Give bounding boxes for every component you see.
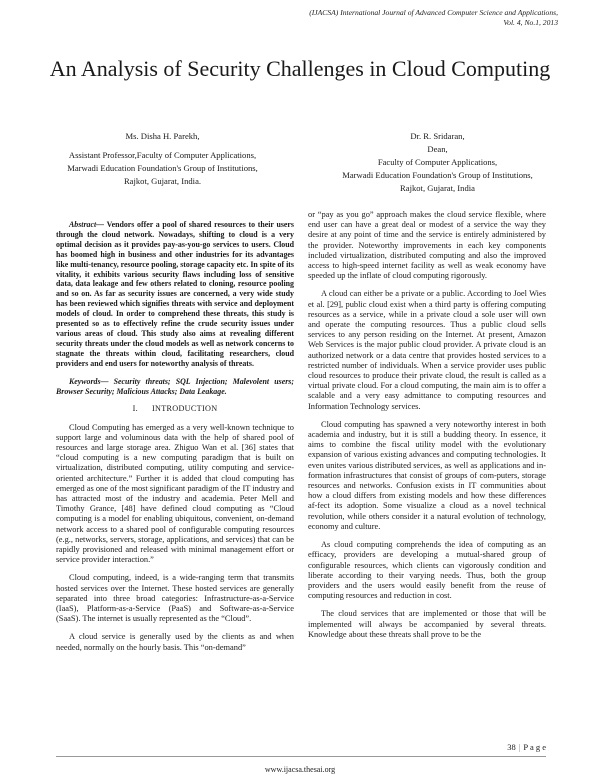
body-paragraph: A cloud service is generally used by the clients as and when needed, normally on the hourly basis. This “on-demand” [56, 632, 294, 652]
left-column [56, 220, 294, 661]
author-affiliation-line: Marwadi Education Foundation's Group of Institutions, [342, 170, 533, 180]
body-paragraph: The cloud services that are implemented or those that will be implemented will always be accompanied by several threats. Knowledge about these threats shall prove to be the [308, 609, 546, 639]
author-affiliation-line: Marwadi Education Foundation's Group of Institutions, [67, 163, 258, 173]
section-number: I. [132, 404, 138, 414]
body-paragraph: A cloud can either be a private or a public. According to Joel Wies et al. [29], public cloud exist when a third party is offering computing resources as a service, while in a private cloud a sole user will own and operate the computing resources. Thus a public cloud sells services to any person residing on the Internet. At present, Amazon Web Services is the major public cloud provider. A private cloud is an authorized network or a data centre that provides hosted services to a restricted number of individuals. When a service provider uses public cloud resources to produce their private cloud, the result is called as a virtual private cloud. For a cloud computing, the main aim is to offer a scalable and a very easy admittance to computing resources and Information Technology services. [308, 289, 546, 411]
body-paragraph: As cloud computing comprehends the idea of computing as an efficacy, providers are developing a mutual-shared group of configurable resources, which clients can vigorously condition and liberate according to their varying needs. Thus, both the group providers and the users would easily benefit from the reuse of computing resources and reduction in cost. [308, 540, 546, 601]
author-block-2 [315, 130, 560, 195]
page-label: P a g e [523, 742, 546, 752]
journal-header [309, 8, 558, 28]
keywords: Keywords— Security threats; SQL Injection; Malevolent users; Browser Security; Malicious Attacks; Data Leakage. [56, 376, 294, 396]
footer-url: www.ijacsa.thesai.org [264, 765, 336, 774]
abstract [56, 220, 294, 369]
abstract-lead: Abstract— [69, 220, 105, 229]
page-number [507, 742, 546, 752]
author-affiliation-line: Faculty of Computer Applications, [377, 157, 498, 167]
author-name: Dr. R. Sridaran, [410, 131, 465, 141]
journal-volume: Vol. 4, No.1, 2013 [503, 18, 558, 27]
body-paragraph: Cloud Computing has emerged as a very well-known technique to support large and voluminous data with the help of shared pool of resources and large storage area. Zhiguo Wan et al. [36] states that “cloud computing is a new computing paradigm that is built on virtualization, distributed computing, utility computing and service-oriented architecture.” Further it is added that cloud computing has emerged as one of the most significant paradigm of the IT industry and has attracted most of the industry and academia. Peter Mell and Timothy Grance, [48] have defined cloud computing as “Cloud computing is a model for enabling ubiquitous, convenient, on-demand network access to a shared pool of configurable computing resources (e.g., networks, servers, storage, applications, and services) that can be rapidly provisioned and released with minimal management effort or service provider interaction.” [56, 422, 294, 565]
author-name: Ms. Disha H. Parekh, [125, 131, 200, 141]
author-affiliation-line: Rajkot, Gujarat, India. [123, 176, 202, 186]
author-affiliation-line: Dean, [427, 144, 448, 154]
paper-title: An Analysis of Security Challenges in Cloud Computing [49, 56, 551, 81]
journal-name: (IJACSA) International Journal of Advanced Computer Science and Applications, [309, 8, 558, 17]
body-paragraph: Cloud computing has spawned a very noteworthy interest in both academia and industry, but it is still a budding theory. In essence, it aims to combine the fiscal utility model with the evolutionary expansion of various existing advances and computing technologies. It even unites various distributed services, as well as applications and in-formation infrastructures that consist of groups of com-puters, storage resources and networks. Confusion exists in IT communities about how a cloud differs from existing models and how these differences af-fect its adoption. Some visualize a cloud as a novel technical revolution, while others consider it a natural evolution of technology, economy and culture. [308, 419, 546, 531]
author-block-1 [40, 130, 285, 188]
body-paragraph: or “pay as you go” approach makes the cloud service flexible, where end user can have a great deal or modest of a service the way they desire at any point of time and the service is entirely administered by the provider. Noteworthy improvements in each key components included virtualization, distributed computing and also the improved access to high-speed internet facility as well as weak economy have speeded up the inflate of cloud computing rigorously. [308, 210, 546, 281]
footer-divider [56, 756, 546, 757]
section-heading [56, 404, 294, 414]
author-affiliation-line: Rajkot, Gujarat, India [400, 183, 475, 193]
page-separator: | [518, 742, 521, 752]
page-number-value: 38 [507, 742, 516, 752]
body-paragraph: Cloud computing, indeed, is a wide-ranging term that transmits hosted services over the Internet. These hosted services are generally separated into three broad categories: Infrastructure-as-a-Service (IaaS), Platform-as-a-Service (PaaS) and Software-as-a-Service (SaaS). The internet is usually represented as the “Cloud”. [56, 573, 294, 624]
section-title: INTRODUCTION [151, 404, 218, 414]
author-affiliation-line: Assistant Professor,Faculty of Computer Applications, [68, 150, 257, 160]
abstract-text: Vendors offer a pool of shared resources to their users through the cloud network. Nowadays, shifting to cloud is a very optimal decision as it provides pay-as-you-go services to users. Cloud has boomed high in business and other industries for its advantages like multi-tenancy, resource pooling, storage capacity etc. In spite of its vitality, it exhibits various security flaws including loss of sensitive data, data leakage and few others related to cloning, resource pooling and so on. As far as security issues are concerned, a very wide study has been reviewed which signifies threats with service and deployment models of cloud. In order to comprehend these threats, this study is presented so as to effectively refine the crude security issues under various areas of cloud. This study also aims at revealing different security threats under the cloud models as well as network concerns to stagnate the threats within cloud, facilitating researchers, cloud providers and end users for noteworthy analysis of threats. [56, 220, 294, 368]
right-column [308, 210, 546, 648]
